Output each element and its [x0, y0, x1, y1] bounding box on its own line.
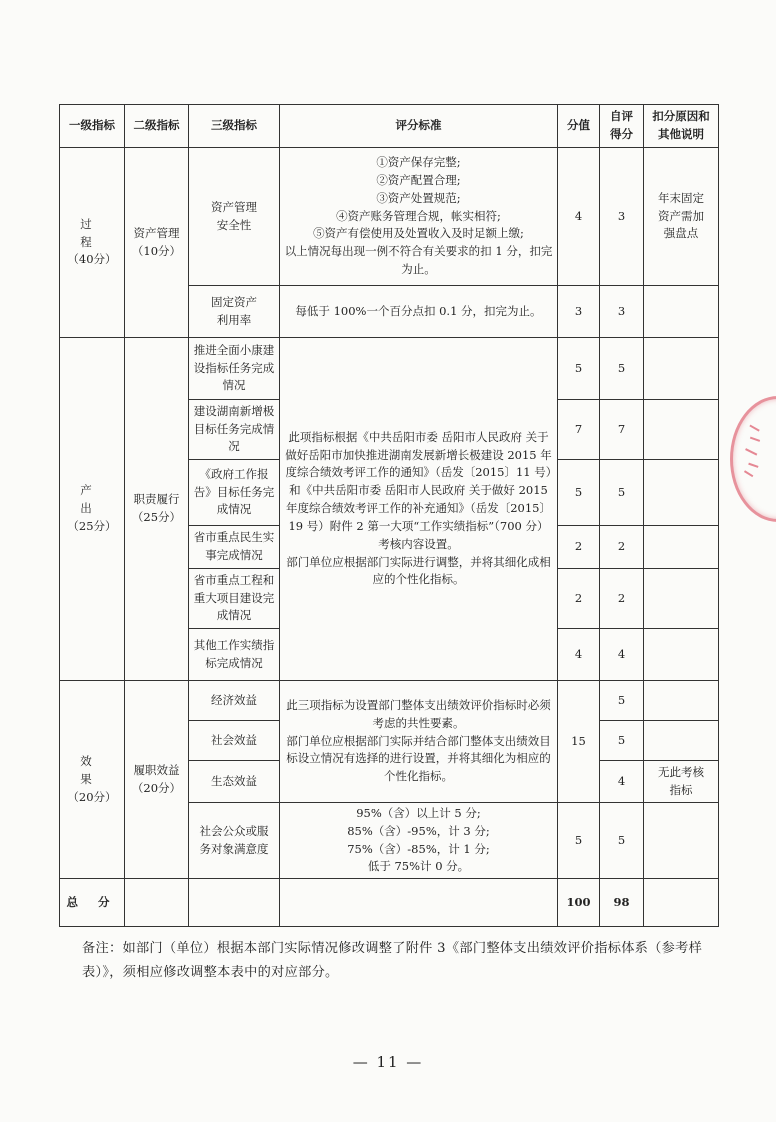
effect-row2-self-score: 5	[600, 721, 644, 761]
output-row3-level3: 《政府工作报告》目标任务完成情况	[189, 460, 280, 526]
header-score: 分值	[558, 105, 600, 148]
effect-level2-name: 履职效益	[133, 762, 180, 777]
process-row2-self-score: 3	[600, 286, 644, 338]
criteria-line: ③资产处置规范;	[376, 190, 461, 205]
effect-row3-level3: 生态效益	[189, 761, 280, 803]
output-row5-score: 2	[558, 569, 600, 629]
output-level2-points: （25分）	[131, 510, 182, 524]
total-row	[60, 879, 719, 927]
output-row6-score: 4	[558, 629, 600, 681]
effect-row3-note	[644, 761, 719, 803]
footnote: 备注：如部门（单位）根据本部门实际情况修改调整了附件 3《部门整体支出绩效评价指标体系（参考样表）》，须相应修改调整本表中的对应部分。	[82, 941, 703, 980]
effect-row4-level3	[189, 803, 280, 879]
output-criteria	[280, 338, 558, 681]
output-level1	[60, 338, 125, 681]
total-criteria	[280, 879, 558, 927]
output-row4-self-score: 2	[600, 526, 644, 569]
performance-indicator-table	[59, 104, 719, 927]
output-level1-name: 产 出	[80, 483, 104, 516]
process-row2-level3	[189, 286, 280, 338]
table-header-row	[60, 105, 719, 148]
output-row6-note	[644, 629, 719, 681]
effect-level2	[125, 681, 189, 879]
process-row2-level3-line2: 利用率	[216, 312, 252, 327]
output-row2-level3: 建设湖南新增极目标任务完成情况	[189, 400, 280, 460]
output-row4-score: 2	[558, 526, 600, 569]
total-note	[644, 879, 719, 927]
effect-row4-criteria	[280, 803, 558, 879]
header-level2: 二级指标	[125, 105, 189, 148]
process-row1-level3	[189, 148, 280, 286]
effect-criteria	[280, 681, 558, 803]
table-row	[60, 148, 719, 286]
effect-criteria-para1: 此三项指标为设置部门整体支出绩效评价指标时必须考虑的共性要素。	[286, 697, 551, 730]
output-row5-note	[644, 569, 719, 629]
effect-criteria-para2: 部门单位应根据部门实际并结合部门整体支出绩效目标设立情况有选择的进行设置，并将其细化为相应的个性化指标。	[286, 733, 551, 784]
output-level2-name: 职责履行	[133, 492, 180, 507]
output-row5-self-score: 2	[600, 569, 644, 629]
criteria-line: 75%（含）-85%，计 1 分;	[347, 841, 490, 856]
process-level2-points: （10分）	[131, 243, 182, 258]
output-row3-score: 5	[558, 460, 600, 526]
output-row1-note	[644, 338, 719, 400]
process-row2-level3-line1: 固定资产	[211, 294, 257, 309]
criteria-line: ④资产账务管理合规，帐实相符;	[336, 208, 501, 223]
process-row1-level3-line1: 资产管理	[211, 199, 257, 214]
process-level2	[125, 148, 189, 338]
process-level1-points: （40分）	[67, 252, 117, 267]
output-level1-points: （25分）	[67, 518, 117, 533]
page-number: — 11 —	[352, 1053, 424, 1071]
effect-level2-points: （20分）	[131, 780, 182, 795]
header-reason-line2: 其他说明	[658, 127, 704, 141]
output-row6-level3: 其他工作实绩指标完成情况	[189, 629, 280, 681]
effect-level1	[60, 681, 125, 879]
output-row3-note	[644, 460, 719, 526]
process-row2-criteria: 每低于 100%一个百分点扣 0.1 分，扣完为止。	[280, 286, 558, 338]
output-row4-level3: 省市重点民生实事完成情况	[189, 526, 280, 569]
effect-row4-level3-line1: 社会公众或服	[199, 823, 269, 838]
header-criteria: 评分标准	[280, 105, 558, 148]
output-row3-self-score: 5	[600, 460, 644, 526]
effect-row4-self-score: 5	[600, 803, 644, 879]
header-self-score-line1: 自评	[610, 109, 633, 124]
table-row	[60, 681, 719, 721]
effect-row4-level3-line2: 务对象满意度	[199, 841, 269, 856]
output-row1-level3: 推进全面小康建设指标任务完成情况	[189, 338, 280, 400]
header-reason	[644, 105, 719, 148]
effect-row4-note	[644, 803, 719, 879]
total-level2	[125, 879, 189, 927]
table-row	[60, 338, 719, 400]
process-level1-name: 过 程	[80, 216, 104, 249]
process-row2-score: 3	[558, 286, 600, 338]
header-self-score-line2: 得分	[610, 127, 633, 141]
header-reason-line1: 扣分原因和	[652, 109, 710, 124]
process-level1	[60, 148, 125, 338]
output-level2	[125, 338, 189, 681]
header-self-score	[600, 105, 644, 148]
process-row1-level3-line2: 安全性	[216, 217, 252, 232]
criteria-line: 以上情况每出现一例不符合有关要求的扣 1 分，扣完为止。	[284, 244, 553, 277]
effect-row1-level3: 经济效益	[189, 681, 280, 721]
criteria-line: 95%（含）以上计 5 分;	[356, 806, 481, 820]
output-row2-note	[644, 400, 719, 460]
process-row1-note-line3: 强盘点	[663, 226, 699, 241]
process-row1-note	[644, 148, 719, 286]
effect-level1-name: 效 果	[80, 753, 104, 786]
process-row2-note	[644, 286, 719, 338]
effect-group-score: 15	[558, 681, 600, 803]
total-score: 100	[558, 879, 600, 927]
effect-level1-points: （20分）	[67, 789, 117, 804]
output-row2-score: 7	[558, 400, 600, 460]
effect-row2-level3: 社会效益	[189, 721, 280, 761]
process-row1-note-line2: 资产需加	[658, 208, 704, 223]
effect-row2-note	[644, 721, 719, 761]
total-label: 总 分	[60, 879, 125, 927]
effect-row4-score: 5	[558, 803, 600, 879]
process-row1-criteria	[280, 148, 558, 286]
criteria-line: ⑤资产有偿使用及处置收入及时足额上缴;	[313, 226, 524, 241]
criteria-line: 85%（含）-95%，计 3 分;	[347, 823, 490, 838]
output-row4-note	[644, 526, 719, 569]
header-level1: 一级指标	[60, 105, 125, 148]
output-row6-self-score: 4	[600, 629, 644, 681]
total-level3	[189, 879, 280, 927]
output-row1-score: 5	[558, 338, 600, 400]
process-row1-score: 4	[558, 148, 600, 286]
effect-row3-self-score: 4	[600, 761, 644, 803]
output-row2-self-score: 7	[600, 400, 644, 460]
total-self-score: 98	[600, 879, 644, 927]
process-row1-note-line1: 年末固定	[658, 190, 704, 205]
output-row5-level3: 省市重点工程和重大项目建设完成情况	[189, 569, 280, 629]
effect-row3-note-line1: 无此考核	[658, 764, 704, 779]
output-criteria-para1: 此项指标根据《中共岳阳市委 岳阳市人民政府 关于做好岳阳市加快推进湖南发展新增长极建设 2015 年度综合绩效考评工作的通知》（岳发〔2015〕11 号）和《中共岳阳市委 岳阳市人民政府 关于做好 2015 年度综合绩效考评工作的补充通知》（岳发〔2015〕19 号）附件 2 第一大项“工作实绩指标”（700 分）考核内容设置。	[285, 429, 552, 551]
output-criteria-para2: 部门单位应根据部门实际进行调整，并将其细化成相应的个性化指标。	[286, 554, 551, 587]
criteria-line: ②资产配置合理;	[376, 172, 461, 187]
process-level2-name: 资产管理	[133, 225, 180, 240]
output-row1-self-score: 5	[600, 338, 644, 400]
criteria-line: 低于 75%计 0 分。	[367, 859, 470, 874]
header-level3: 三级指标	[189, 105, 280, 148]
effect-row3-note-line2: 指标	[669, 782, 693, 797]
criteria-line: ①资产保存完整;	[376, 155, 461, 170]
effect-row1-self-score: 5	[600, 681, 644, 721]
effect-row1-note	[644, 681, 719, 721]
process-row1-self-score: 3	[600, 148, 644, 286]
